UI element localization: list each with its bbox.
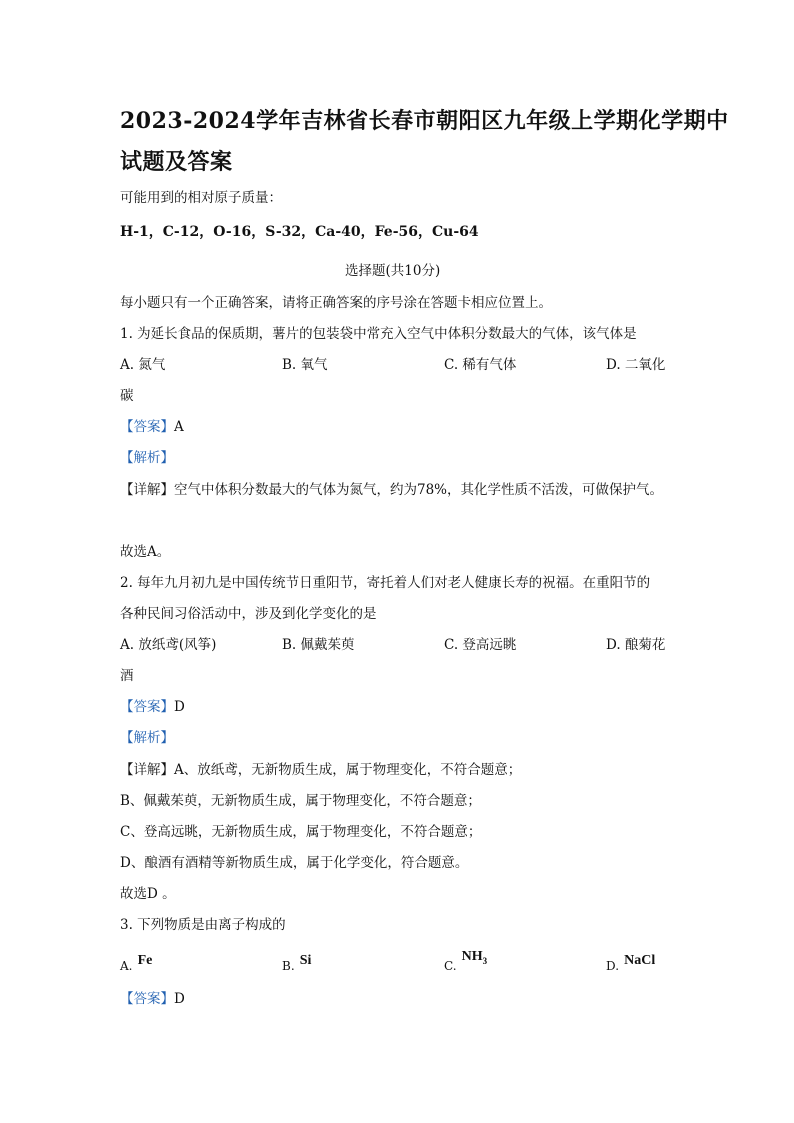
question-2-detail-line-3: C、登高远眺，无新物质生成，属于物理变化，不符合题意； xyxy=(120,824,482,840)
question-2-detail-line-2: B、佩戴茱萸，无新物质生成，属于物理变化，不符合题意； xyxy=(120,793,481,809)
formula-text: NH xyxy=(461,949,483,964)
question-1-option-d: D. 二氧化 xyxy=(606,357,666,373)
answer-tag: 【答案】 xyxy=(120,699,174,715)
analysis-tag: 【解析】 xyxy=(120,730,174,746)
page-title-continued: 试题及答案 xyxy=(120,149,233,175)
atomic-mass-label: 可能用到的相对原子质量： xyxy=(120,190,282,206)
section-heading: 选择题(共10分) xyxy=(345,263,441,279)
question-1-option-b: B. 氧气 xyxy=(282,357,328,373)
question-1-option-d-wrap: 碳 xyxy=(120,388,134,404)
option-label: C. xyxy=(444,959,457,973)
question-2-stem-line-2: 各种民间习俗活动中，涉及到化学变化的是 xyxy=(120,606,377,622)
question-2-detail-row-1 xyxy=(120,758,521,778)
question-2-option-d-wrap: 酒 xyxy=(120,668,134,684)
question-3-option-b xyxy=(282,955,311,975)
answer-tag: 【答案】 xyxy=(120,419,174,435)
option-label: D. xyxy=(606,959,620,973)
question-3-stem: 3. 下列物质是由离子构成的 xyxy=(120,917,286,933)
question-2-option-d: D. 酿菊花 xyxy=(606,637,666,653)
atomic-mass-list: H-1，C-12，O-16，S-32，Ca-40，Fe-56，Cu-64 xyxy=(120,224,479,240)
question-3-answer: D xyxy=(174,991,185,1007)
option-formula-nh3 xyxy=(462,949,488,964)
option-formula: Si xyxy=(299,953,312,968)
question-2-answer: D xyxy=(174,699,185,715)
option-label: B. xyxy=(282,959,295,973)
question-1-conclusion: 故选A。 xyxy=(120,544,171,560)
question-3-option-c xyxy=(444,949,488,976)
question-2-detail-line-1: A、放纸鸢，无新物质生成，属于物理变化，不符合题意； xyxy=(174,762,522,778)
question-2-answer-row xyxy=(120,695,185,715)
question-2-option-c: C. 登高远眺 xyxy=(444,637,517,653)
page-title: 2023-2024学年吉林省长春市朝阳区九年级上学期化学期中 xyxy=(120,108,729,134)
question-3-option-a xyxy=(120,955,152,975)
question-1-answer-row xyxy=(120,415,184,435)
option-label: A. xyxy=(120,959,133,973)
analysis-tag: 【解析】 xyxy=(120,450,174,466)
question-1-stem: 1. 为延长食品的保质期，薯片的包装袋中常充入空气中体积分数最大的气体，该气体是 xyxy=(120,326,637,342)
option-formula: NaCl xyxy=(624,953,656,968)
question-3-answer-row xyxy=(120,987,185,1007)
question-1-answer: A xyxy=(174,419,184,435)
question-2-detail-line-4: D、酿酒有酒精等新物质生成，属于化学变化，符合题意。 xyxy=(120,855,469,871)
detail-tag: 【详解】 xyxy=(120,762,174,778)
question-1-option-a: A. 氮气 xyxy=(120,357,166,373)
question-2-stem-line-1: 2. 每年九月初九是中国传统节日重阳节，寄托着人们对老人健康长寿的祝福。在重阳节的 xyxy=(120,575,651,591)
question-3-option-d xyxy=(606,955,655,975)
question-2-option-a: A. 放纸鸢(风筝) xyxy=(120,637,217,653)
detail-tag: 【详解】 xyxy=(120,482,174,498)
instruction-text: 每小题只有一个正确答案，请将正确答案的序号涂在答题卡相应位置上。 xyxy=(120,295,552,311)
question-2-option-b: B. 佩戴茱萸 xyxy=(282,637,355,653)
question-1-option-c: C. 稀有气体 xyxy=(444,357,517,373)
formula-subscript: 3 xyxy=(482,955,488,966)
question-1-detail: 空气中体积分数最大的气体为氮气，约为78%，其化学性质不活泼，可做保护气。 xyxy=(174,482,664,498)
question-2-conclusion: 故选D 。 xyxy=(120,886,176,902)
option-formula: Fe xyxy=(137,953,153,968)
question-1-detail-row xyxy=(120,478,663,498)
answer-tag: 【答案】 xyxy=(120,991,174,1007)
